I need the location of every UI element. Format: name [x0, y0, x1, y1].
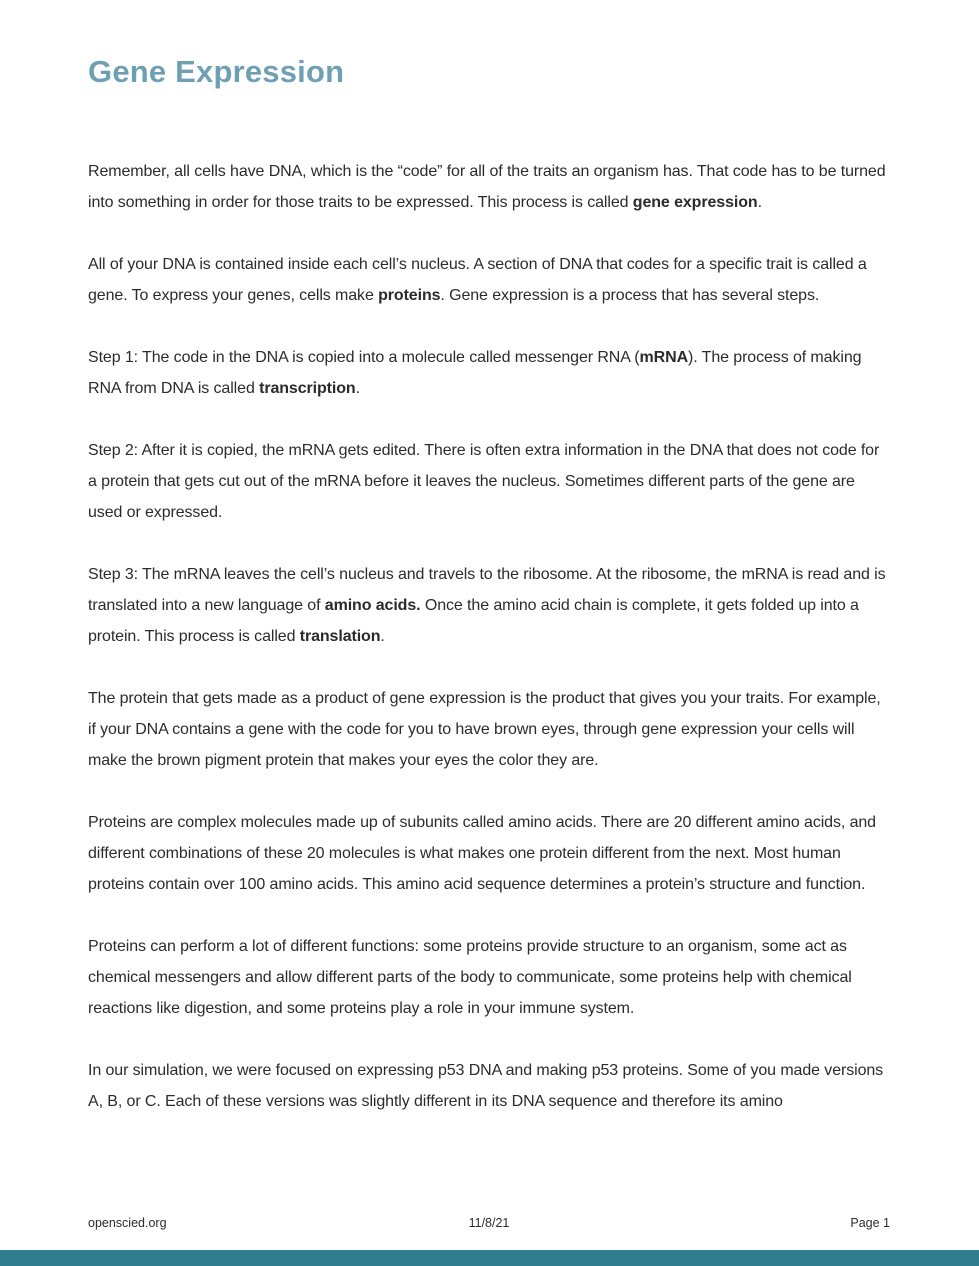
- bold-text: mRNA: [639, 349, 689, 366]
- document-body: [88, 156, 890, 1117]
- page-footer: [88, 1216, 890, 1230]
- footer-site: openscied.org: [88, 1216, 167, 1230]
- footer-page-number: Page 1: [850, 1216, 890, 1230]
- paragraph: [88, 559, 890, 652]
- text-run: .: [355, 380, 360, 397]
- text-run: All of your DNA is contained inside each cell’s nucleus. A section of DNA that codes for a specific trait is called a gene. To express your genes, cells make: [88, 256, 867, 304]
- bold-text: translation: [299, 628, 381, 645]
- page-title: Gene Expression: [88, 54, 345, 89]
- text-run: In our simulation, we were focused on expressing p53 DNA and making p53 proteins. Some of you made versions A, B, or C. Each of these versions was slightly different in its DNA sequence and therefore its amino: [88, 1062, 884, 1110]
- text-run: .: [380, 628, 385, 645]
- paragraph: [88, 156, 890, 218]
- paragraph: [88, 683, 890, 776]
- text-run: Step 3: The mRNA leaves the cell’s nucleus and travels to the ribosome. At the ribosome, the mRNA is read and is translated into a new language of: [88, 566, 886, 614]
- paragraph: [88, 249, 890, 311]
- bold-text: amino acids.: [324, 597, 421, 614]
- bold-text: transcription: [259, 380, 356, 397]
- text-run: Proteins can perform a lot of different functions: some proteins provide structure to an organism, some act as chemical messengers and allow different parts of the body to communicate, some proteins help with chemical reactions like digestion, and some proteins play a role in your immune system.: [88, 938, 852, 1017]
- text-run: Step 2: After it is copied, the mRNA gets edited. There is often extra information in the DNA that does not code for a protein that gets cut out of the mRNA before it leaves the nucleus. Sometimes different parts of the gene are used or expressed.: [88, 442, 880, 521]
- text-run: . Gene expression is a process that has several steps.: [440, 287, 820, 304]
- paragraph: [88, 1055, 890, 1117]
- text-run: .: [757, 194, 762, 211]
- text-run: Remember, all cells have DNA, which is the “code” for all of the traits an organism has. That code has to be turned into something in order for those traits to be expressed. This process is called: [88, 163, 886, 211]
- footer-date: 11/8/21: [468, 1216, 510, 1230]
- text-run: Proteins are complex molecules made up of subunits called amino acids. There are 20 different amino acids, and different combinations of these 20 molecules is what makes one protein different from the next. Most human proteins contain over 100 amino acids. This amino acid sequence determines a protein’s structure and function.: [88, 814, 876, 893]
- text-run: Step 1: The code in the DNA is copied into a molecule called messenger RNA (: [88, 349, 640, 366]
- bold-text: gene expression: [632, 194, 758, 211]
- paragraph: [88, 931, 890, 1024]
- text-run: Once the amino acid chain is complete, it gets folded up into a protein. This process is called: [88, 597, 859, 645]
- footer-accent-bar: [0, 1250, 979, 1266]
- paragraph: [88, 435, 890, 528]
- text-run: ). The process of making RNA from DNA is called: [88, 349, 862, 397]
- bold-text: proteins: [378, 287, 441, 304]
- text-run: The protein that gets made as a product of gene expression is the product that gives you your traits. For example, if your DNA contains a gene with the code for you to have brown eyes, through gene expression your cells will make the brown pigment protein that makes your eyes the color they are.: [88, 690, 881, 769]
- paragraph: [88, 342, 890, 404]
- paragraph: [88, 807, 890, 900]
